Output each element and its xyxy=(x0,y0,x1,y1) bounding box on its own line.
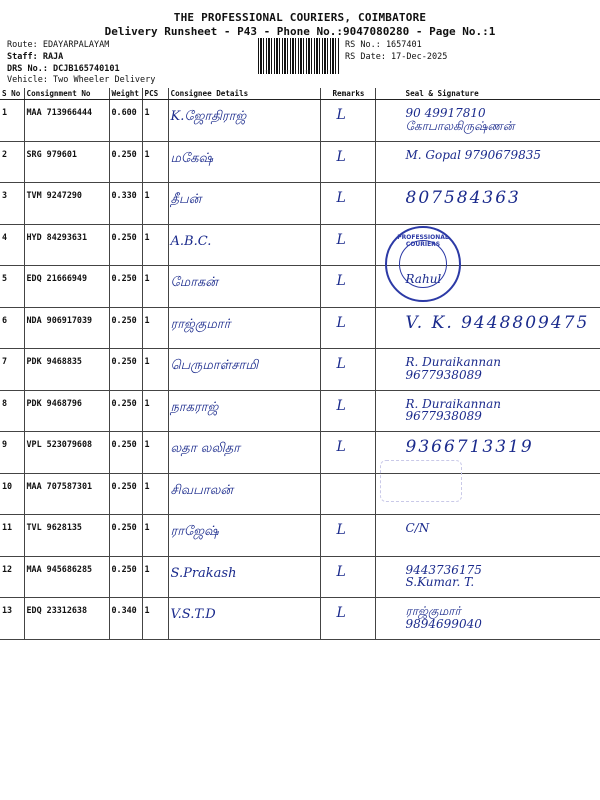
row-signature-cell xyxy=(375,515,600,557)
row-consignee-cell xyxy=(168,141,320,183)
row-consignee: மகேஷ் xyxy=(170,150,214,166)
row-signature-cell xyxy=(375,390,600,432)
col-consignment: Consignment No xyxy=(24,88,109,100)
row-remarks-cell xyxy=(320,266,375,308)
table-row xyxy=(0,224,600,266)
row-signature-cell xyxy=(375,100,600,142)
row-remarks-cell xyxy=(320,224,375,266)
row-remarks-cell xyxy=(320,349,375,391)
table-row xyxy=(0,598,600,640)
table-row xyxy=(0,266,600,308)
row-pcs: 1 xyxy=(142,266,168,308)
row-remarks-cell xyxy=(320,432,375,474)
row-weight: 0.250 xyxy=(109,432,142,474)
row-signature: 90 49917810 xyxy=(405,106,486,120)
row-sno: 7 xyxy=(0,349,24,391)
table-row xyxy=(0,141,600,183)
row-weight: 0.250 xyxy=(109,266,142,308)
row-remark: L xyxy=(336,522,346,538)
row-sno: 9 xyxy=(0,432,24,474)
row-signature: ராஜ்குமார் xyxy=(405,604,461,618)
row-pcs: 1 xyxy=(142,100,168,142)
table-row xyxy=(0,473,600,515)
row-sno: 10 xyxy=(0,473,24,515)
row-signature-cell xyxy=(375,598,600,640)
row-signature-extra: S.Kumar. T. xyxy=(405,575,475,590)
seal-inner-ring xyxy=(399,240,447,288)
row-signature-extra: 9677938089 xyxy=(405,409,482,424)
col-pcs: PCS xyxy=(142,88,168,100)
drs-number: DRS No.: DCJB165740101 xyxy=(7,64,120,74)
row-signature: Rahul xyxy=(405,272,442,286)
row-remarks-cell xyxy=(320,473,375,515)
row-consignee-cell xyxy=(168,390,320,432)
row-consignment-no: EDQ 21666949 xyxy=(24,266,109,308)
row-remark: L xyxy=(336,563,346,580)
row-pcs: 1 xyxy=(142,390,168,432)
row-signature-cell xyxy=(375,307,600,349)
row-consignee-cell xyxy=(168,598,320,640)
col-signature: Seal & Signature xyxy=(375,88,600,100)
table-row xyxy=(0,307,600,349)
row-consignee: பெருமாள்சாமி xyxy=(170,358,259,373)
row-weight: 0.250 xyxy=(109,515,142,557)
row-signature-cell xyxy=(375,141,600,183)
row-sno: 6 xyxy=(0,307,24,349)
table-row xyxy=(0,515,600,557)
row-pcs: 1 xyxy=(142,473,168,515)
row-weight: 0.250 xyxy=(109,390,142,432)
row-consignee-cell xyxy=(168,100,320,142)
row-pcs: 1 xyxy=(142,349,168,391)
row-consignee-cell xyxy=(168,307,320,349)
row-consignment-no: TVM 9247290 xyxy=(24,183,109,225)
row-remarks-cell xyxy=(320,141,375,183)
col-remarks: Remarks xyxy=(320,88,375,100)
row-weight: 0.250 xyxy=(109,473,142,515)
row-signature-cell xyxy=(375,349,600,391)
row-consignee: V.S.T.D xyxy=(170,607,216,622)
table-row xyxy=(0,432,600,474)
row-pcs: 1 xyxy=(142,141,168,183)
row-consignment-no: MAA 945686285 xyxy=(24,556,109,598)
runsheet-title: Delivery Runsheet - P43 - Phone No.:9047080280 - Page No.:1 xyxy=(104,25,496,38)
row-remarks-cell xyxy=(320,515,375,557)
row-consignment-no: EDQ 23312638 xyxy=(24,598,109,640)
row-consignee: K.ஜோதிராஜ் xyxy=(170,109,247,124)
seal-text: PROFESSIONAL COURIERS xyxy=(397,234,449,248)
row-consignee-cell xyxy=(168,183,320,225)
row-sno: 2 xyxy=(0,141,24,183)
row-remarks-cell xyxy=(320,100,375,142)
row-remark: L xyxy=(336,397,346,414)
row-consignment-no: TVL 9628135 xyxy=(24,515,109,557)
vehicle-label: Vehicle: Two Wheeler Delivery xyxy=(7,75,156,85)
row-weight: 0.250 xyxy=(109,224,142,266)
row-signature: M. Gopal 9790679835 xyxy=(405,147,542,162)
table-row xyxy=(0,556,600,598)
rs-number: RS No.: 1657401 xyxy=(345,40,422,50)
faint-stamp xyxy=(380,460,462,502)
row-weight: 0.250 xyxy=(109,141,142,183)
row-consignee-cell xyxy=(168,432,320,474)
row-consignee-cell xyxy=(168,515,320,557)
row-consignee: லதா லலிதா xyxy=(170,441,240,456)
row-remarks-cell xyxy=(320,556,375,598)
row-consignment-no: SRG 979601 xyxy=(24,141,109,183)
staff-label: Staff: RAJA xyxy=(7,52,64,62)
row-consignment-no: MAA 713966444 xyxy=(24,100,109,142)
row-signature: 9443736175 xyxy=(405,562,482,577)
row-signature-extra: 9894699040 xyxy=(405,616,482,631)
row-consignee-cell xyxy=(168,266,320,308)
row-consignee: நாகராஜ் xyxy=(170,399,219,415)
row-pcs: 1 xyxy=(142,183,168,225)
row-remarks-cell xyxy=(320,598,375,640)
row-sno: 3 xyxy=(0,183,24,225)
row-signature-cell xyxy=(375,556,600,598)
row-consignee: S.Prakash xyxy=(170,565,237,581)
row-weight: 0.600 xyxy=(109,100,142,142)
row-consignee-cell xyxy=(168,556,320,598)
row-consignee: மோகன் xyxy=(170,275,218,290)
courier-seal xyxy=(385,226,461,302)
row-pcs: 1 xyxy=(142,432,168,474)
row-consignment-no: VPL 523079608 xyxy=(24,432,109,474)
row-remark: L xyxy=(336,605,346,621)
col-weight: Weight xyxy=(109,88,142,100)
row-remark: L xyxy=(336,356,346,372)
table-row xyxy=(0,349,600,391)
row-sno: 4 xyxy=(0,224,24,266)
col-consignee: Consignee Details xyxy=(168,88,320,100)
row-consignee: சிவபாலன் xyxy=(170,482,233,498)
row-signature: 9366713319 xyxy=(405,437,534,457)
row-signature-extra: கோபாலகிருஷ்ணன் xyxy=(405,118,515,133)
table-row xyxy=(0,183,600,225)
col-sno: S No xyxy=(0,88,24,100)
table-row xyxy=(0,390,600,432)
row-remark: L xyxy=(336,107,346,123)
row-remarks-cell xyxy=(320,390,375,432)
row-consignee: தீபன் xyxy=(170,192,202,207)
row-remark: L xyxy=(336,314,346,331)
row-weight: 0.250 xyxy=(109,556,142,598)
row-weight: 0.340 xyxy=(109,598,142,640)
row-sno: 8 xyxy=(0,390,24,432)
row-consignment-no: MAA 707587301 xyxy=(24,473,109,515)
row-remark: L xyxy=(336,273,346,289)
row-weight: 0.250 xyxy=(109,307,142,349)
table-row xyxy=(0,100,600,142)
table-header-row xyxy=(0,88,600,100)
row-consignee-cell xyxy=(168,473,320,515)
row-signature: V. K. 9448809475 xyxy=(405,312,590,333)
row-signature: R. Duraikannan xyxy=(405,396,502,411)
row-consignment-no: NDA 906917039 xyxy=(24,307,109,349)
row-sno: 1 xyxy=(0,100,24,142)
row-remarks-cell xyxy=(320,307,375,349)
row-weight: 0.250 xyxy=(109,349,142,391)
row-pcs: 1 xyxy=(142,556,168,598)
row-consignee: ராஜேஷ் xyxy=(170,524,219,539)
row-consignment-no: PDK 9468796 xyxy=(24,390,109,432)
row-remark: L xyxy=(336,190,346,206)
row-consignment-no: PDK 9468835 xyxy=(24,349,109,391)
row-consignee: A.B.C. xyxy=(170,233,212,249)
row-weight: 0.330 xyxy=(109,183,142,225)
row-sno: 11 xyxy=(0,515,24,557)
row-consignment-no: HYD 84293631 xyxy=(24,224,109,266)
row-signature-cell xyxy=(375,183,600,225)
barcode xyxy=(258,38,340,74)
row-sno: 5 xyxy=(0,266,24,308)
company-title: THE PROFESSIONAL COURIERS, COIMBATORE xyxy=(173,11,427,24)
row-pcs: 1 xyxy=(142,307,168,349)
row-remark: L xyxy=(336,439,346,455)
row-remark: L xyxy=(336,148,346,165)
rs-date: RS Date: 17-Dec-2025 xyxy=(345,52,448,62)
row-remark: L xyxy=(336,231,346,248)
row-sno: 12 xyxy=(0,556,24,598)
row-signature-extra: 9677938089 xyxy=(405,367,482,382)
row-consignee-cell xyxy=(168,224,320,266)
delivery-table xyxy=(0,88,600,640)
row-sno: 13 xyxy=(0,598,24,640)
row-consignee-cell xyxy=(168,349,320,391)
row-signature: C/N xyxy=(405,521,430,535)
row-consignee: ராஜ்குமார் xyxy=(170,316,231,332)
row-pcs: 1 xyxy=(142,598,168,640)
row-pcs: 1 xyxy=(142,224,168,266)
row-signature: 807584363 xyxy=(405,188,521,208)
row-pcs: 1 xyxy=(142,515,168,557)
route-label: Route: EDAYARPALAYAM xyxy=(7,40,110,50)
row-remarks-cell xyxy=(320,183,375,225)
row-signature: R. Duraikannan xyxy=(405,355,502,369)
